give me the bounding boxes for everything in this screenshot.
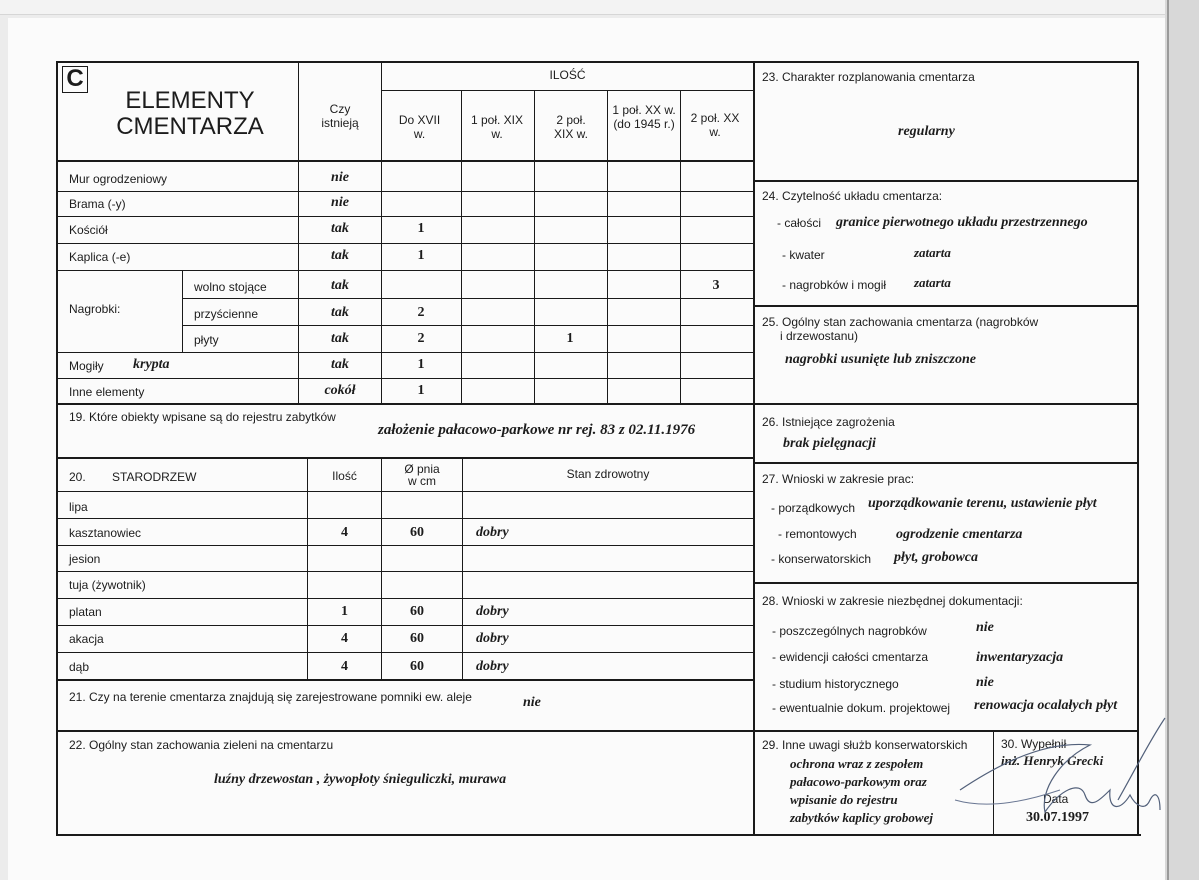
element-row-count: 1 [417,221,425,236]
element-row-exists: tak [331,221,349,236]
q30-date-label: Data [1043,792,1069,806]
q26-label: 26. Istniejące zagrożenia [762,415,895,429]
element-row-exists: cokół [324,383,356,398]
q24-item-answer: granice pierwotnego układu przestrzennego [836,215,1088,230]
element-row-count: 1 [417,357,425,372]
col-1-pol-xix: 1 poł. XIX w. [470,113,524,141]
element-row-count: 2 [417,331,425,346]
q30-name: inż. Henryk Grecki [1001,753,1104,768]
tree-name: dąb [69,660,90,674]
element-row-label: Kościół [69,223,108,237]
element-row-count: 2 [417,305,425,320]
element-row-exists: tak [331,331,349,346]
section-title-line2: CMENTARZA [116,113,264,140]
q24-item-answer: zatarta [914,275,951,290]
tree-name: jesion [69,552,101,566]
element-row-count: 1 [417,383,425,398]
q28-item-answer: nie [976,620,994,635]
nagrobki-label: Nagrobki: [69,302,121,316]
q28-label: 28. Wnioski w zakresie niezbędnej dokumentacji: [762,594,1023,608]
element-row-label: wolno stojące [194,280,267,294]
col-2-pol-xix: 2 poł. XIX w. [553,113,588,141]
tree-diameter: 60 [410,525,424,540]
section-letter: C [66,65,84,92]
q20-diameter-line1: Ø pnia [404,462,440,476]
element-row-label: płyty [194,333,219,347]
q28-item-label: - poszczególnych nagrobków [772,624,927,638]
element-row-label: przyścienne [194,307,259,321]
col-1-pol-xx: 1 poł. XX w. (do 1945 r.) [612,103,676,131]
q26-answer: brak pielęgnacji [783,436,876,451]
czy-header: Czy istnieją [321,102,359,130]
q24-item-label: - całości [777,216,822,230]
tree-health: dobry [476,659,509,674]
q24-item-answer: zatarta [914,245,951,260]
tree-health: dobry [476,631,509,646]
q30-date: 30.07.1997 [1026,810,1089,825]
q20-health-header: Stan zdrowotny [566,467,650,481]
q19-answer: założenie pałacowo-parkowe nr rej. 83 z 02.11.1976 [378,422,696,438]
element-row-exists: tak [331,305,349,320]
tree-name: lipa [69,500,88,514]
tree-name: kasztanowiec [69,526,142,540]
q27-item-label: - konserwatorskich [771,552,872,566]
q27-label: 27. Wnioski w zakresie prac: [762,472,915,486]
section-title-line1: ELEMENTY [125,87,255,114]
q29-text-line: pałacowo-parkowym oraz [790,774,927,789]
tree-count: 1 [341,604,348,619]
element-row-label: Kaplica (-e) [69,250,131,264]
col-2-pol-xx: 2 poł. XX w. [690,111,740,139]
q20-diameter-line2: w cm [408,474,436,488]
tree-count: 4 [341,631,348,646]
q28-item-label: - ewentualnie dokum. projektowej [772,701,951,715]
q22-label: 22. Ogólny stan zachowania zieleni na cmentarzu [69,738,334,752]
q20-number: 20. [69,470,86,484]
element-row-count: 1 [417,248,425,263]
element-row-count: 3 [712,278,720,293]
tree-health: dobry [476,525,509,540]
q27-item-label: - porządkowych [771,501,856,515]
q28-item-label: - ewidencji całości cmentarza [772,650,929,664]
element-row-count: 1 [566,331,574,346]
q27-item-answer: ogrodzenie cmentarza [896,527,1023,542]
q21-label: 21. Czy na terenie cmentarza znajdują się zarejestrowane pomniki ew. aleje [69,690,472,704]
q19-label: 19. Które obiekty wpisane są do rejestru zabytków [69,410,336,424]
q23-label: 23. Charakter rozplanowania cmentarza [762,70,975,84]
q21-answer: nie [523,695,541,710]
element-row-exists: tak [331,357,349,372]
q24-item-label: - kwater [782,248,825,262]
q27-item-label: - remontowych [778,527,857,541]
element-row-label: Inne elementy [69,385,145,399]
tree-diameter: 60 [410,604,424,619]
q24-item-label: - nagrobków i mogił [782,278,887,292]
q27-item-answer: uporządkowanie terenu, ustawienie płyt [868,496,1097,511]
q22-answer: luźny drzewostan , żywopłoty śnieguliczki, murawa [214,772,507,787]
tree-diameter: 60 [410,631,424,646]
element-row-exists: nie [331,170,349,185]
q25-answer: nagrobki usunięte lub zniszczone [785,352,976,367]
element-row-label: Mogiły [69,359,104,373]
q30-label: 30. Wypełnił [1001,737,1067,751]
q28-item-label: - studium historycznego [772,677,899,691]
element-row-extra: krypta [133,357,170,372]
q24-label: 24. Czytelność układu cmentarza: [762,189,943,203]
q20-title: STARODRZEW [112,470,197,484]
tree-count: 4 [341,659,348,674]
element-row-label: Mur ogrodzeniowy [69,172,168,186]
tree-name: akacja [69,632,104,646]
q23-answer: regularny [898,124,955,139]
q28-item-answer: nie [976,675,994,690]
q27-item-answer: płyt, grobowca [894,550,978,565]
q28-item-answer: renowacja ocalałych płyt [974,698,1118,713]
element-row-exists: tak [331,278,349,293]
q29-label: 29. Inne uwagi służb konserwatorskich [762,738,968,752]
q20-count-header: Ilość [332,469,357,483]
q29-text-line: ochrona wraz z zespołem [790,756,924,771]
q28-item-answer: inwentaryzacja [976,650,1064,665]
tree-name: tuja (żywotnik) [69,578,146,592]
q29-text-line: wpisanie do rejestru [790,792,898,807]
tree-name: platan [69,605,102,619]
element-row-exists: nie [331,195,349,210]
q25-label-line2: i drzewostanu) [780,329,859,343]
tree-health: dobry [476,604,509,619]
element-row-exists: tak [331,248,349,263]
q25-label-line1: 25. Ogólny stan zachowania cmentarza (nagrobków [762,315,1039,329]
element-row-label: Brama (-y) [69,197,126,211]
col-do-xvii: Do XVII w. [398,113,441,141]
q29-text-line: zabytków kaplicy grobowej [790,810,933,825]
tree-diameter: 60 [410,659,424,674]
ilosc-header: ILOŚĆ [549,68,586,82]
tree-count: 4 [341,525,348,540]
